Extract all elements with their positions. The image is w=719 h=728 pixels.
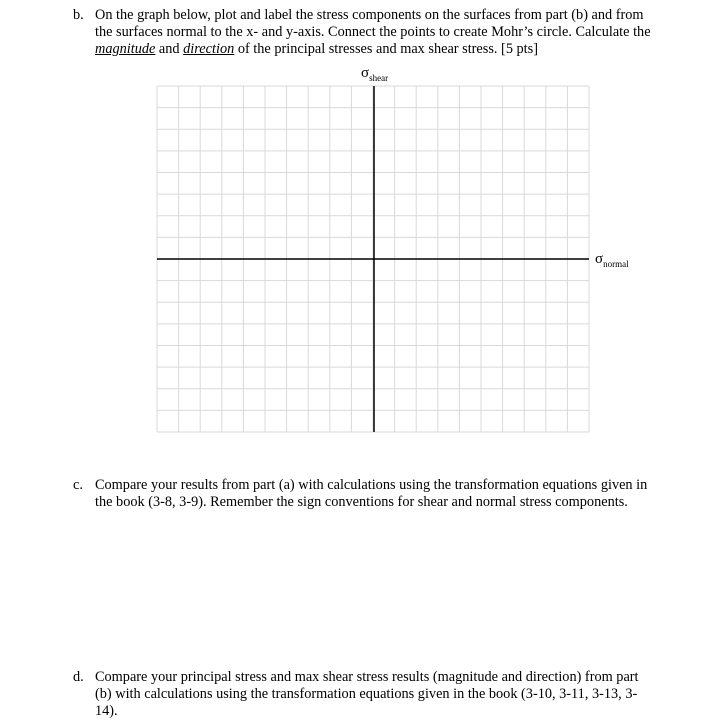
part-b-line-2: the surfaces normal to the x- and y-axis. Connect the points to create Mohr’s circle. Calculate the [95,24,651,40]
shear-axis-subscript: shear [369,73,389,83]
part-c-line-1: Compare your results from part (a) with calculations using the transformation equations given in [95,477,648,493]
part-d-line-3: 14). [95,703,118,719]
part-b-line-3-rest: of the principal stresses and max shear stress. [5 pts] [234,41,538,57]
shear-axis-label [361,65,388,83]
direction-emphasis: direction [183,41,235,57]
part-d-line-1: Compare your principal stress and max shear stress results (magnitude and direction) from part [95,669,639,685]
normal-axis-label [595,251,629,269]
part-c-line-2: the book (3-8, 3-9). Remember the sign conventions for shear and normal stress components. [95,494,628,510]
part-c-label: c. [73,477,83,493]
part-b-line-3-and: and [155,41,184,57]
part-b-line-1: On the graph below, plot and label the stress components on the surfaces from part (b) and from [95,7,644,23]
part-b-label: b. [73,7,84,23]
magnitude-emphasis: magnitude [95,41,156,57]
shear-axis-symbol: σ [361,65,370,81]
normal-axis-subscript: normal [603,259,629,269]
part-d-label: d. [73,669,84,685]
part-d-line-2: (b) with calculations using the transformation equations given in the book (3-10, 3-11, 3-13, 3- [95,686,638,702]
normal-axis-symbol: σ [595,251,604,267]
